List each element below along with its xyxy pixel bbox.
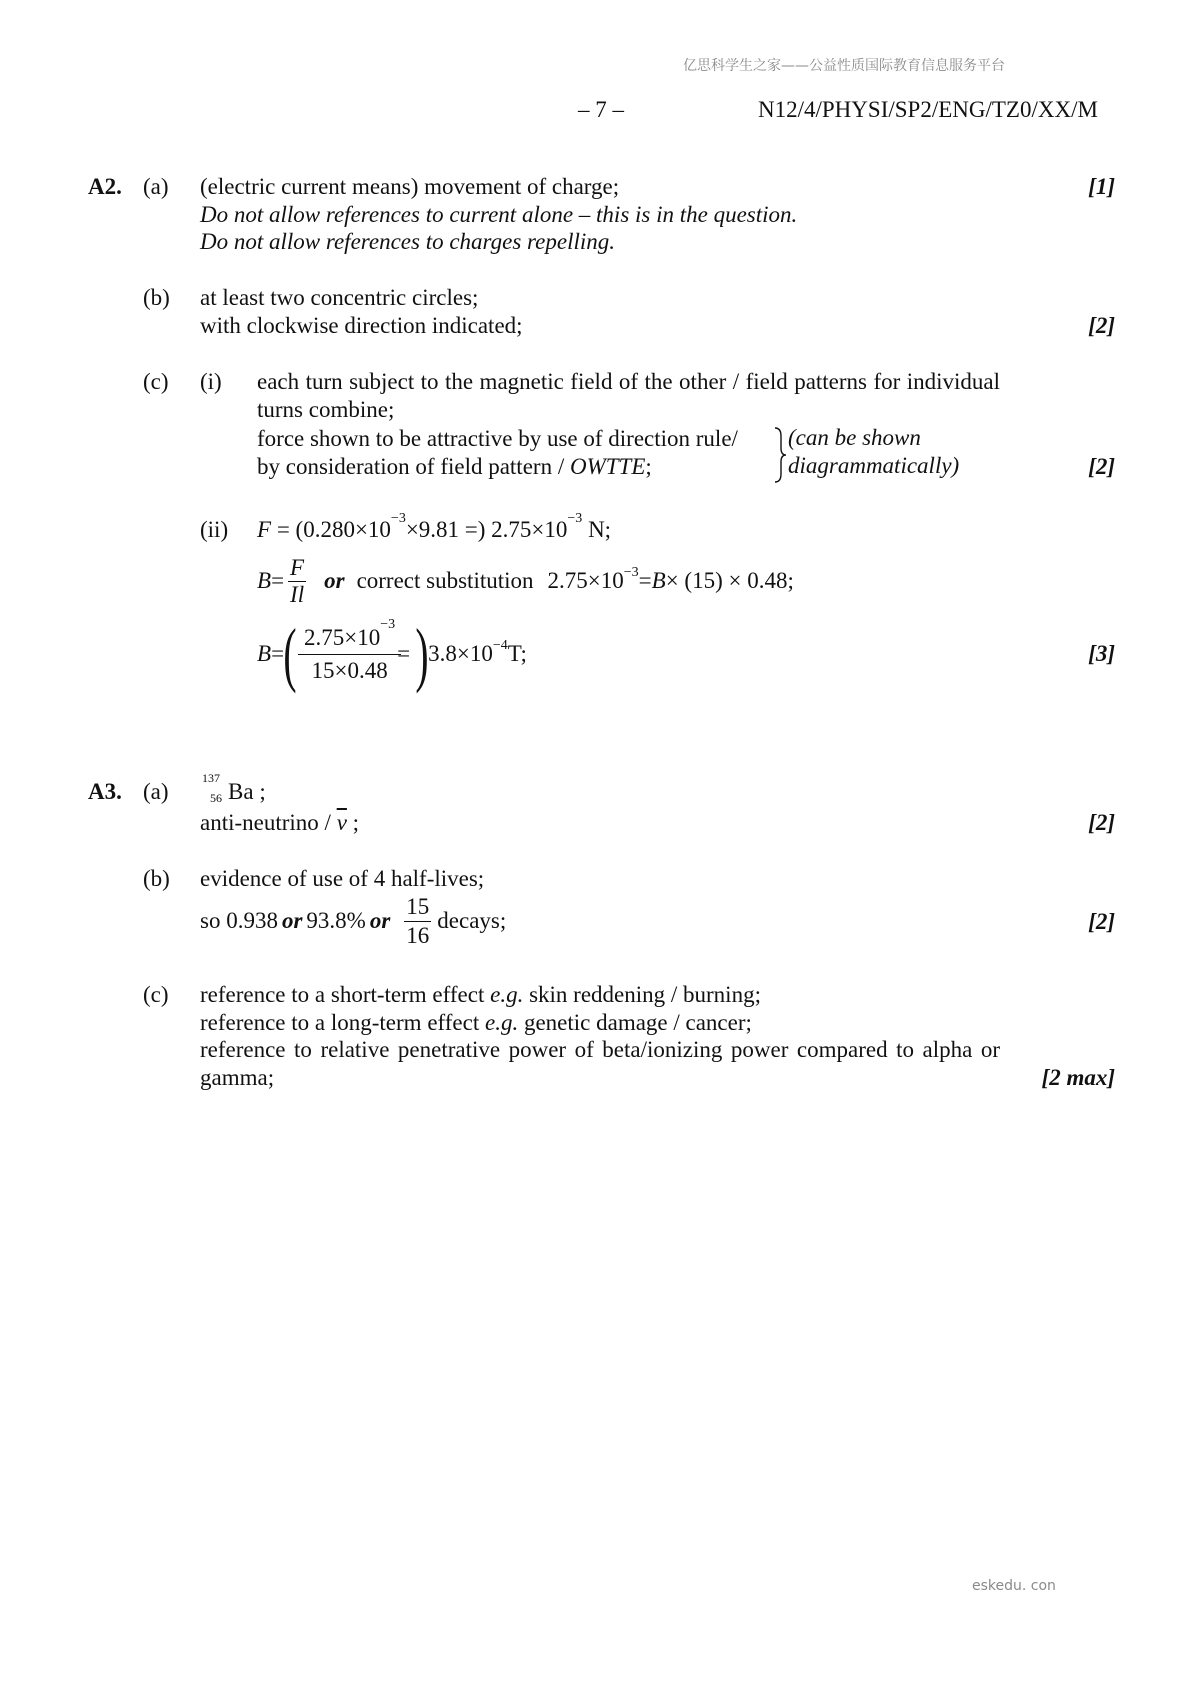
subpart-label-a2cii: (ii)	[200, 517, 229, 542]
marks-a3c: [2 max]	[1041, 1065, 1115, 1090]
part-label-a3c: (c)	[143, 982, 169, 1007]
answer-a2ci-3: by consideration of field pattern / OWTTE;	[257, 454, 652, 479]
answer-a2ci-2: force shown to be attractive by use of direction rule/	[257, 426, 738, 451]
subpart-label-a2ci: (i)	[200, 369, 222, 394]
nuclide-symbol: Ba ;	[228, 779, 266, 804]
answer-a2a: (electric current means) movement of charge;	[200, 174, 620, 199]
answer-a3c-1: reference to a short-term effect e.g. skin reddening / burning;	[200, 982, 761, 1007]
equation-field-result: B = ( $\frac{2.75\times 10^{-3}}{15\times 0.48}$ = ) 3.8×10 $^{-4}$ T;	[257, 614, 527, 694]
curly-brace	[772, 426, 788, 484]
answer-a3c-2: reference to a long-term effect e.g. genetic damage / cancer;	[200, 1010, 752, 1035]
answer-a2b-2: with clockwise direction indicated;	[200, 313, 523, 338]
answer-a3a-2: anti-neutrino / $\overline{v}$ ;	[200, 810, 360, 835]
question-label-a3: A3.	[88, 779, 122, 804]
note-a2a-1: Do not allow references to current alone – this is in the question.	[200, 202, 798, 227]
nuclide-numbers: 137 56	[202, 771, 222, 805]
equation-force: $F = (0.280\times 10^{-3}\times 9.81$ =) $2.75\times 10^{-3}$ N;	[257, 511, 612, 542]
answer-a2ci-1: each turn subject to the magnetic field of the other / field patterns for individual turns combine;	[257, 369, 1000, 422]
note-a2a-2: Do not allow references to charges repelling.	[200, 229, 615, 254]
watermark-bottom: eskedu. con	[972, 1578, 1056, 1594]
part-label-a2a: (a)	[143, 174, 169, 199]
answer-a3c-3: reference to relative penetrative power of beta/ionizing power compared to alpha or gamma;	[200, 1037, 1000, 1090]
marks-a3b: [2]	[1088, 909, 1115, 934]
brace-note-2: diagrammatically)	[788, 453, 960, 478]
brace-note-1: (can be shown	[788, 425, 921, 450]
part-label-a2c: (c)	[143, 369, 169, 394]
answer-a2b-1: at least two concentric circles;	[200, 285, 479, 310]
part-label-a2b: (b)	[143, 285, 170, 310]
question-label-a2: A2.	[88, 174, 122, 199]
page-number: – 7 –	[578, 97, 624, 122]
marks-a2cii: [3]	[1088, 641, 1115, 666]
watermark-top: 亿思科学生之家——公益性质国际教育信息服务平台	[683, 58, 1005, 74]
marks-a2a: [1]	[1088, 174, 1115, 199]
answer-a3b-1: evidence of use of 4 half-lives;	[200, 866, 485, 891]
marks-a3a: [2]	[1088, 810, 1115, 835]
equation-field-formula: B = $\frac{F}{Il}$ or correct substitution 2.75×10 $^{-3}$ = B × (15) × 0.48;	[257, 554, 794, 607]
part-label-a3a: (a)	[143, 779, 169, 804]
marks-a2ci: [2]	[1088, 454, 1115, 479]
marks-a2b: [2]	[1088, 313, 1115, 338]
answer-a3b-2: so 0.938 or 93.8% or $\frac{15}{16}$ decays;	[200, 893, 507, 948]
paper-code: N12/4/PHYSI/SP2/ENG/TZ0/XX/M	[758, 97, 1098, 122]
part-label-a3b: (b)	[143, 866, 170, 891]
